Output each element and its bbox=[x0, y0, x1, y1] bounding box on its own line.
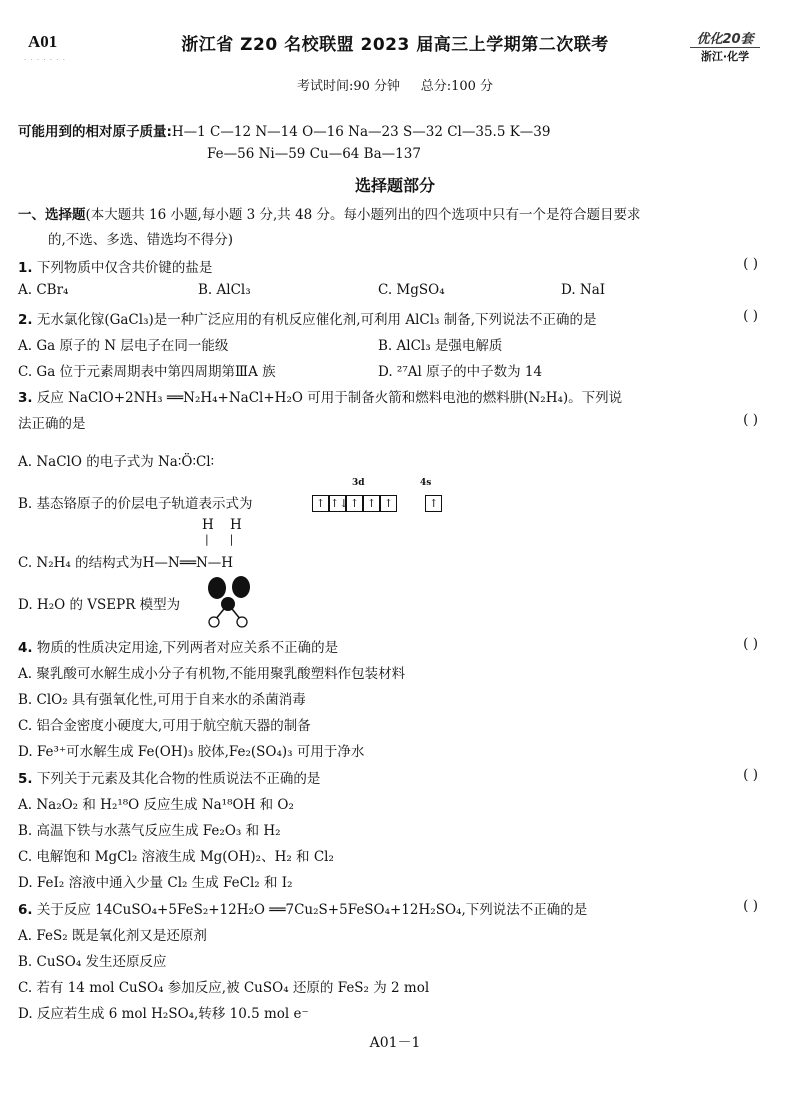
q4-option-b: B. ClO₂ 具有强氧化性,可用于自来水的杀菌消毒 bbox=[18, 692, 306, 708]
orbital-box: ↑ bbox=[380, 495, 397, 512]
q2-option-c: C. Ga 位于元素周期表中第四周期第ⅢA 族 bbox=[18, 364, 276, 380]
orbital-box: ↑ bbox=[363, 495, 380, 512]
q5-option-d: D. FeI₂ 溶液中通入少量 Cl₂ 生成 FeCl₂ 和 I₂ bbox=[18, 875, 293, 891]
answer-paren-5: ( ) bbox=[743, 767, 758, 783]
part-desc-cont: 的,不选、多选、错选均不得分) bbox=[48, 232, 234, 248]
answer-paren-3: ( ) bbox=[743, 412, 758, 428]
structure-h-top-right: H bbox=[230, 517, 242, 533]
paper-code: A01 bbox=[28, 32, 58, 51]
orbital-box: ↑↓ bbox=[330, 497, 349, 510]
question-6: 6. 关于反应 14CuSO₄+5FeS₂+12H₂O ══7Cu₂S+5FeSO₄+12H₂SO₄,下列说法不正确的是 bbox=[18, 902, 588, 918]
atomic-mass-line1: 可能用到的相对原子质量:H—1 C—12 N—14 O—16 Na—23 S—32 Cl—35.5 K—39 bbox=[18, 124, 551, 140]
q6-option-a: A. FeS₂ 既是氧化剂又是还原剂 bbox=[18, 928, 207, 944]
exam-info bbox=[0, 75, 790, 94]
q4-option-a: A. 聚乳酸可水解生成小分子有机物,不能用聚乳酸塑料作包装材料 bbox=[18, 666, 406, 682]
orbital-diagram bbox=[312, 493, 442, 512]
q3-option-d: D. H₂O 的 VSEPR 模型为 bbox=[18, 597, 181, 613]
question-3: 3. 反应 NaClO+2NH₃ ══N₂H₄+NaCl+H₂O 可用于制备火箭和燃料电池的燃料肼(N₂H₄)。下列说 bbox=[18, 390, 623, 406]
orbital-3d-label: 3d bbox=[352, 478, 365, 488]
atomic-mass-label: 可能用到的相对原子质量: bbox=[18, 124, 172, 140]
electron-formula: ∶Ö∶Cl∶ bbox=[177, 454, 215, 470]
q6-option-d: D. 反应若生成 6 mol H₂SO₄,转移 10.5 mol e⁻ bbox=[18, 1006, 309, 1022]
question-5: 5. 下列关于元素及其化合物的性质说法不正确的是 bbox=[18, 771, 321, 787]
page-number: A01－1 bbox=[369, 1035, 421, 1051]
orbital-box-4s: ↑ bbox=[425, 495, 442, 512]
exam-time: 考试时间:90 分钟 bbox=[296, 79, 401, 94]
q1-option-a: A. CBr₄ bbox=[18, 282, 69, 298]
q4-option-d: D. Fe³⁺可水解生成 Fe(OH)₃ 胶体,Fe₂(SO₄)₃ 可用于净水 bbox=[18, 744, 365, 760]
total-score: 总分:100 分 bbox=[420, 79, 494, 94]
q5-option-a: A. Na₂O₂ 和 H₂¹⁸O 反应生成 Na¹⁸OH 和 O₂ bbox=[18, 797, 294, 813]
q2-option-d: D. ²⁷Al 原子的中子数为 14 bbox=[378, 364, 543, 380]
orbital-box: ↑ bbox=[312, 495, 329, 512]
q4-option-c: C. 铝合金密度小硬度大,可用于航空航天器的制备 bbox=[18, 718, 311, 734]
structure-bond-vertical: | | bbox=[205, 533, 234, 546]
answer-paren-2: ( ) bbox=[743, 308, 758, 324]
answer-paren-1: ( ) bbox=[743, 256, 758, 272]
q6-option-c: C. 若有 14 mol CuSO₄ 参加反应,被 CuSO₄ 还原的 FeS₂ 为 2 mol bbox=[18, 980, 430, 996]
answer-paren-4: ( ) bbox=[743, 636, 758, 652]
q1-option-c: C. MgSO₄ bbox=[378, 282, 445, 298]
structural-formula: H—N══N—H bbox=[142, 555, 234, 571]
q1-option-d: D. NaI bbox=[561, 282, 606, 298]
q5-option-b: B. 高温下铁与水蒸气反应生成 Fe₂O₃ 和 H₂ bbox=[18, 823, 281, 839]
part-heading: 一、选择题(本大题共 16 小题,每小题 3 分,共 48 分。每小题列出的四个选项中只有一个是符合题目要求 bbox=[18, 207, 641, 223]
q1-option-b: B. AlCl₃ bbox=[198, 282, 251, 298]
orbital-4s-label: 4s bbox=[420, 478, 432, 488]
paper-code-decoration: · · · · · · · bbox=[24, 56, 66, 64]
q5-option-c: C. 电解饱和 MgCl₂ 溶液生成 Mg(OH)₂、H₂ 和 Cl₂ bbox=[18, 849, 334, 865]
brand-top: 优化20套 bbox=[690, 28, 760, 48]
question-4: 4. 物质的性质决定用途,下列两者对应关系不正确的是 bbox=[18, 640, 339, 656]
answer-paren-6: ( ) bbox=[743, 898, 758, 914]
q6-option-b: B. CuSO₄ 发生还原反应 bbox=[18, 954, 167, 970]
vsepr-model-icon bbox=[205, 574, 257, 630]
q3-option-a: A. NaClO 的电子式为 Na∶Ö∶Cl∶ bbox=[18, 454, 215, 470]
orbital-box: ↑ bbox=[346, 495, 363, 512]
q2-option-b: B. AlCl₃ 是强电解质 bbox=[378, 338, 503, 354]
question-1: 1. 下列物质中仅含共价键的盐是 bbox=[18, 260, 213, 276]
q2-option-a: A. Ga 原子的 N 层电子在同一能级 bbox=[18, 338, 229, 354]
section-title: 选择题部分 bbox=[354, 176, 435, 195]
structure-h-top-left: H bbox=[202, 517, 214, 533]
page-title: 浙江省 Z20 名校联盟 2023 届高三上学期第二次联考 bbox=[181, 35, 609, 55]
atomic-mass-line2: Fe—56 Ni—59 Cu—64 Ba—137 bbox=[207, 146, 421, 162]
q3-option-c: C. N₂H₄ 的结构式为H—N══N—H bbox=[18, 555, 234, 571]
question-2: 2. 无水氯化镓(GaCl₃)是一种广泛应用的有机反应催化剂,可利用 AlCl₃ 制备,下列说法不正确的是 bbox=[18, 312, 597, 328]
brand-logo bbox=[690, 28, 760, 64]
q3-option-b: B. 基态铬原子的价层电子轨道表示式为 bbox=[18, 496, 253, 512]
question-3-cont: 法正确的是 bbox=[18, 416, 86, 432]
brand-bottom: 浙江·化学 bbox=[700, 50, 750, 63]
